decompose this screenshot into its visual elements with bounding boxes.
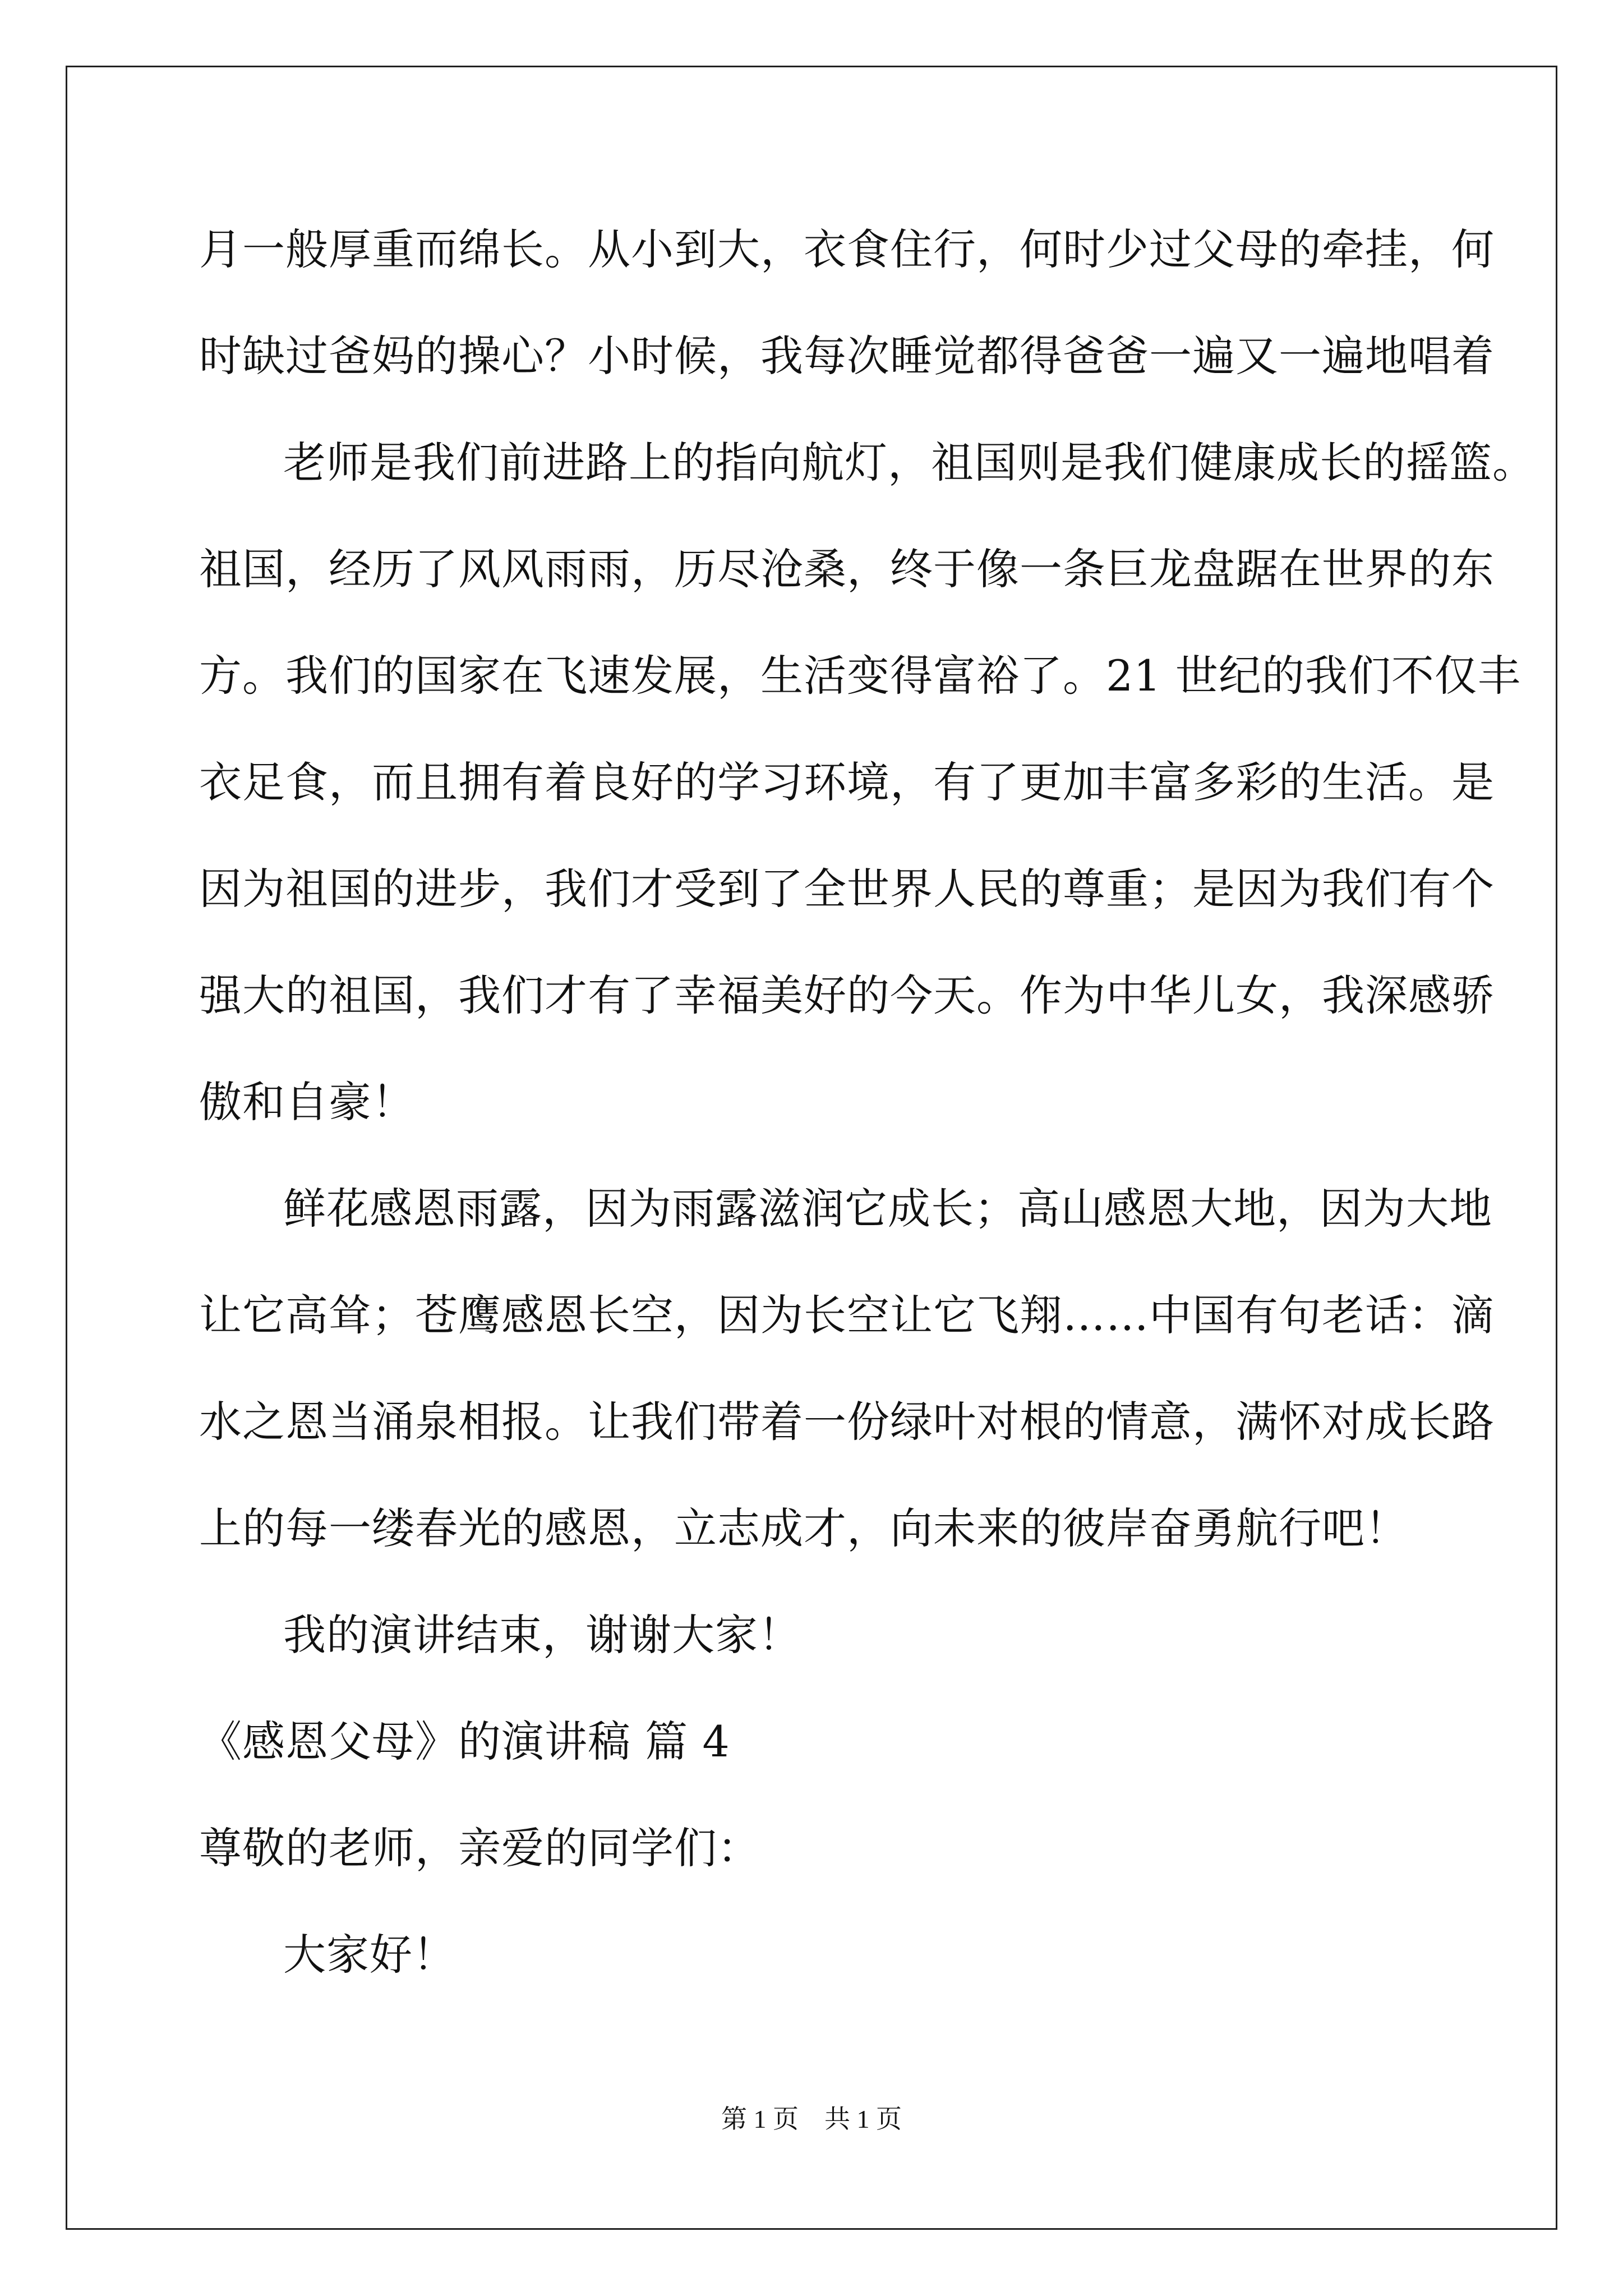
greeting: 大家好！ <box>283 1930 456 1980</box>
paragraph-line: 让它高耸；苍鹰感恩长空，因为长空让它飞翔……中国有句老话：滴 <box>199 1290 1495 1340</box>
closing-line: 我的演讲结束，谢谢大家！ <box>283 1610 801 1660</box>
paragraph-line: 因为祖国的进步，我们才受到了全世界人民的尊重；是因为我们有个 <box>199 864 1495 914</box>
page-footer: 第 1 页 共 1 页 <box>721 2105 902 2133</box>
paragraph-line: 水之恩当涌泉相报。让我们带着一份绿叶对根的情意，满怀对成长路 <box>199 1397 1495 1447</box>
paragraph-line: 时缺过爸妈的操心？小时候，我每次睡觉都得爸爸一遍又一遍地唱着 <box>199 331 1495 381</box>
salutation: 尊敬的老师，亲爱的同学们： <box>199 1823 760 1873</box>
paragraph-line: 鲜花感恩雨露，因为雨露滋润它成长；高山感恩大地，因为大地 <box>283 1184 1492 1234</box>
paragraph-line: 方。我们的国家在飞速发展，生活变得富裕了。21 世纪的我们不仅丰 <box>199 651 1521 701</box>
paragraph-line: 傲和自豪！ <box>199 1077 415 1127</box>
page-border <box>66 66 1557 2230</box>
section-heading: 《感恩父母》的演讲稿 篇 4 <box>199 1717 730 1766</box>
paragraph-line: 强大的祖国，我们才有了幸福美好的今天。作为中华儿女，我深感骄 <box>199 970 1495 1020</box>
paragraph-line: 老师是我们前进路上的指向航灯，祖国则是我们健康成长的摇篮。 <box>283 438 1536 487</box>
paragraph-line: 衣足食，而且拥有着良好的学习环境，有了更加丰富多彩的生活。是 <box>199 757 1495 807</box>
paragraph-line: 月一般厚重而绵长。从小到大，衣食住行，何时少过父母的牵挂，何 <box>199 224 1495 274</box>
paragraph-line: 上的每一缕春光的感恩，立志成才，向未来的彼岸奋勇航行吧！ <box>199 1503 1408 1553</box>
paragraph-line: 祖国，经历了风风雨雨，历尽沧桑，终于像一条巨龙盘踞在世界的东 <box>199 544 1495 594</box>
